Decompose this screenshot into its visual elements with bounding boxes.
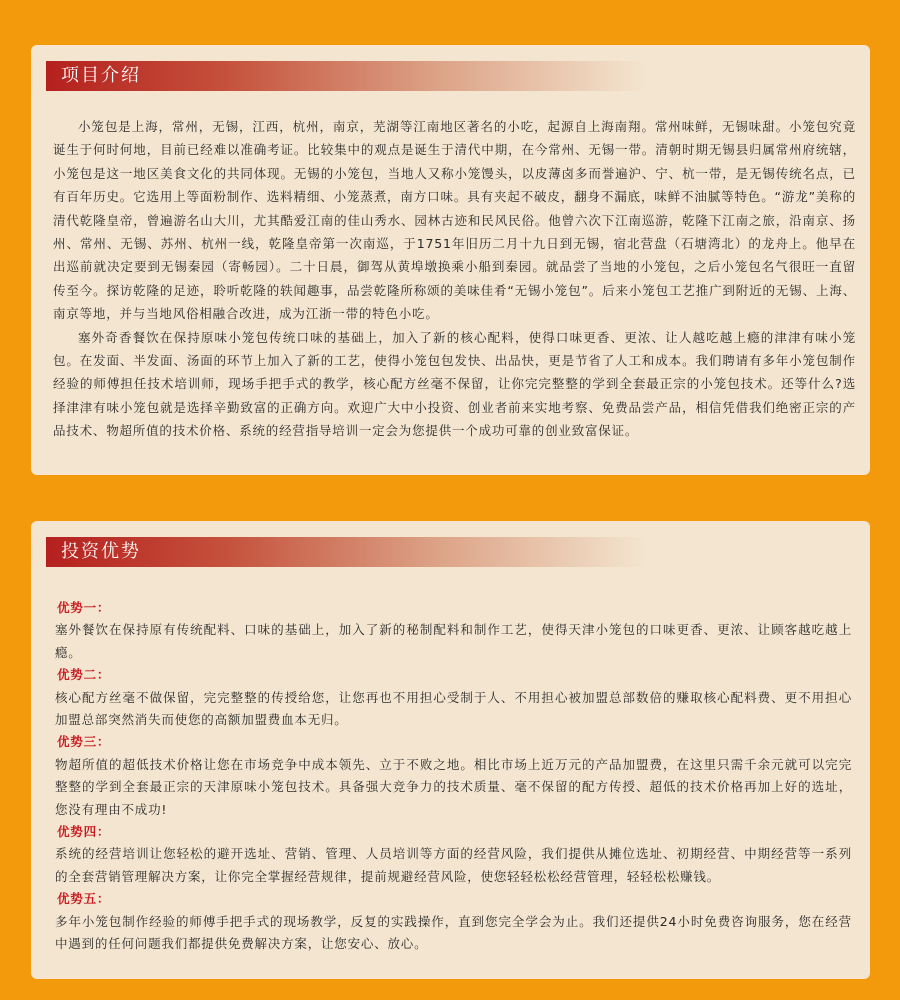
advantage-title: 优势五：	[57, 891, 111, 907]
intro-paragraph-1: 小笼包是上海，常州，无锡，江西，杭州，南京，芜湖等江南地区著名的小吃，起源自上海南翔。常州味鲜，无锡味甜。小笼包究竟诞生于何时何地，目前已经难以准确考证。比较集中的观点是诞生于清代中期，在今常州、无锡一带。清朝时期无锡县归属常州府统辖，小笼包是这一地区美食文化的共同体现。无锡的小笼包，当地人又称小笼馒头，以皮薄卤多而誉遍沪、宁、杭一带，是无锡传统名点，已有百年历史。它选用上等面粉制作、选料精细、小笼蒸煮，南方口味。具有夹起不破皮，翻身不漏底，味鲜不油腻等特色。“游龙”美称的清代乾隆皇帝，曾遍游名山大川，尤其酷爱江南的佳山秀水、园林古迹和民风民俗。他曾六次下江南巡游，乾隆下江南之旅，沿南京、扬州、常州、无锡、苏州、杭州一线，乾隆皇帝第一次南巡，于1751年旧历二月十九日到无锡，宿北营盘（石塘湾北）的龙舟上。他早在出巡前就决定要到无锡秦园（寄畅园）。二十日晨，御驾从黄埠墩换乘小船到秦园。就品尝了当地的小笼包，之后小笼包名气很旺一直留传至今。探访乾隆的足迹，聆听乾隆的轶闻趣事，品尝乾隆所称颂的美味佳肴“无锡小笼包”。后来小笼包工艺推广到附近的无锡、上海、南京等地，并与当地风俗相融合改进，成为江浙一带的特色小吃。	[53, 119, 856, 322]
intro-body	[53, 115, 856, 443]
advantage-item	[55, 888, 852, 955]
advantage-title: 优势二：	[57, 667, 111, 683]
advantage-text: 核心配方丝毫不做保留，完完整整的传授给您，让您再也不用担心受制于人、不用担心被加盟总部数倍的赚取核心配料费、更不用担心加盟总部突然消失而使您的高额加盟费血本无归。	[55, 689, 852, 728]
advantage-title: 优势四：	[57, 824, 111, 840]
intro-paragraph-2: 塞外奇香餐饮在保持原味小笼包传统口味的基础上，加入了新的核心配料，使得口味更香、更浓、让人越吃越上瘾的津津有味小笼包。在发面、半发面、汤面的环节上加入了新的工艺，使得小笼包包发快、出品快，更是节省了人工和成本。我们聘请有多年小笼包制作经验的师傅担任技术培训师，现场手把手式的教学，核心配方丝毫不保留，让你完完整整的学到全套最正宗的小笼包技术。还等什么?选择津津有味小笼包就是选择辛勤致富的正确方向。欢迎广大中小投资、创业者前来实地考察、免费品尝产品，相信凭借我们绝密正宗的产品技术、物超所值的技术价格、系统的经营指导培训一定会为您提供一个成功可靠的创业致富保证。	[53, 329, 856, 439]
advantage-text: 物超所值的超低技术价格让您在市场竞争中成本领先、立于不败之地。相比市场上近万元的产品加盟费，在这里只需千余元就可以完完整整的学到全套最正宗的天津原味小笼包技术。具备强大竞争力的技术质量、毫不保留的配方传授、超低的技术价格再加上好的选址，您没有理由不成功!	[55, 756, 852, 817]
advantage-text: 塞外餐饮在保持原有传统配料、口味的基础上，加入了新的秘制配料和制作工艺，使得天津小笼包的口味更香、更浓、让顾客越吃越上瘾。	[55, 622, 852, 660]
advantage-item	[55, 731, 852, 821]
advantages-list	[55, 597, 852, 956]
advantage-item	[55, 664, 852, 731]
advantages-panel	[31, 521, 870, 979]
advantage-text: 系统的经营培训让您轻松的避开选址、营销、管理、人员培训等方面的经营风险，我们提供从摊位选址、初期经营、中期经营等一系列的全套营销管理解决方案，让你完全掌握经营规律，提前规避经营风险，使您轻轻松松经营管理，轻轻松松赚钱。	[55, 846, 852, 884]
advantage-title: 优势一：	[57, 600, 111, 615]
intro-heading: 项目介绍	[46, 61, 646, 91]
advantage-text: 多年小笼包制作经验的师傅手把手式的现场教学，反复的实践操作，直到您完全学会为止。我们还提供24小时免费咨询服务，您在经营中遇到的任何问题我们都提供免费解决方案，让您安心、放心。	[55, 913, 852, 952]
advantage-title: 优势三：	[57, 734, 111, 750]
advantage-item	[55, 597, 852, 664]
advantage-item	[55, 821, 852, 888]
advantages-heading: 投资优势	[46, 537, 646, 567]
intro-panel	[31, 45, 870, 475]
